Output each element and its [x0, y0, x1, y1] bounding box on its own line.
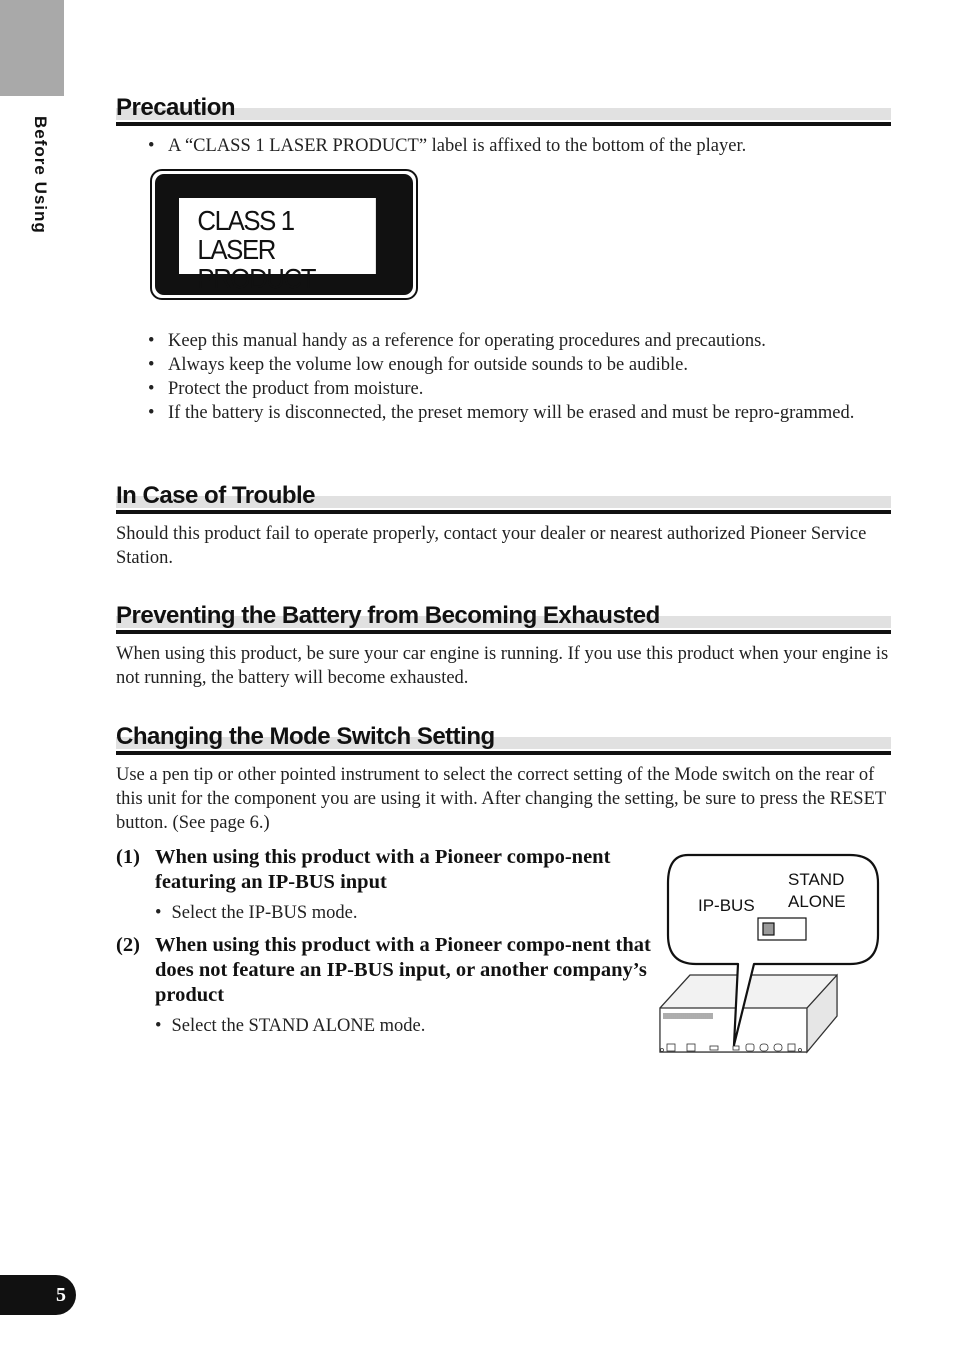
- battery-section: [116, 600, 891, 690]
- list-item: • Protect the product from moisture.: [148, 377, 891, 401]
- precaution-list: [116, 329, 891, 425]
- battery-title: Preventing the Battery from Becoming Exhausted: [116, 602, 660, 629]
- trouble-text: Should this product fail to operate properly, contact your dealer or nearest authorized Pioneer Service Station.: [116, 524, 867, 568]
- precaution-section: [116, 92, 891, 158]
- precaution-note-list: [116, 134, 891, 158]
- step-sub-text: Select the IP-BUS mode.: [171, 903, 358, 923]
- step-text: When using this product with a Pioneer compo-nent that does not feature an IP-BUS input, or another company’s product: [155, 934, 651, 1006]
- label-stand: STAND: [788, 870, 845, 889]
- list-item: • A “CLASS 1 LASER PRODUCT” label is affixed to the bottom of the player.: [148, 134, 891, 158]
- laser-product-label: [150, 169, 418, 300]
- trouble-heading: [116, 480, 891, 514]
- battery-heading: [116, 600, 891, 634]
- step-1-sub: • Select the IP-BUS mode.: [155, 903, 358, 923]
- precaution-heading: [116, 92, 891, 126]
- label-alone: ALONE: [788, 892, 846, 911]
- side-tab: [0, 0, 64, 96]
- mode-text: Use a pen tip or other pointed instrument to select the correct setting of the Mode switch on the rear of this unit for the component you are using it with. After changing the setting, be sure to press the RESET button. (See page 6.): [116, 765, 886, 833]
- list-item: • If the battery is disconnected, the preset memory will be erased and must be repro-grammed.: [148, 401, 891, 425]
- side-label: Before Using: [31, 116, 50, 234]
- laser-label-line2: LASER PRODUCT: [197, 234, 316, 294]
- trouble-title: In Case of Trouble: [116, 482, 316, 509]
- page-number: 5: [0, 1275, 76, 1315]
- battery-text: When using this product, be sure your car engine is running. If you use this product when your engine is not running, the battery will become exhausted.: [116, 644, 889, 688]
- label-ipbus: IP-BUS: [698, 896, 755, 915]
- list-item: • Keep this manual handy as a reference for operating procedures and precautions.: [148, 329, 891, 353]
- mode-switch-diagram: [650, 848, 885, 1060]
- mode-switch-knob: [763, 923, 774, 935]
- step-number: (1): [116, 846, 140, 868]
- step-sub-text: Select the STAND ALONE mode.: [171, 1016, 426, 1036]
- trouble-section: [116, 480, 891, 570]
- list-item: • Always keep the volume low enough for outside sounds to be audible.: [148, 353, 891, 377]
- precaution-title: Precaution: [116, 94, 236, 121]
- laser-label-line1: CLASS 1: [197, 205, 294, 236]
- step-number: (2): [116, 934, 140, 956]
- step-2-sub: • Select the STAND ALONE mode.: [155, 1016, 426, 1036]
- mode-heading: [116, 721, 891, 755]
- mode-step-2: [116, 933, 675, 1008]
- step-text: When using this product with a Pioneer compo-nent featuring an IP-BUS input: [155, 846, 611, 893]
- mode-title: Changing the Mode Switch Setting: [116, 723, 495, 750]
- mode-step-1: [116, 845, 675, 895]
- precaution-bullets: [116, 329, 891, 425]
